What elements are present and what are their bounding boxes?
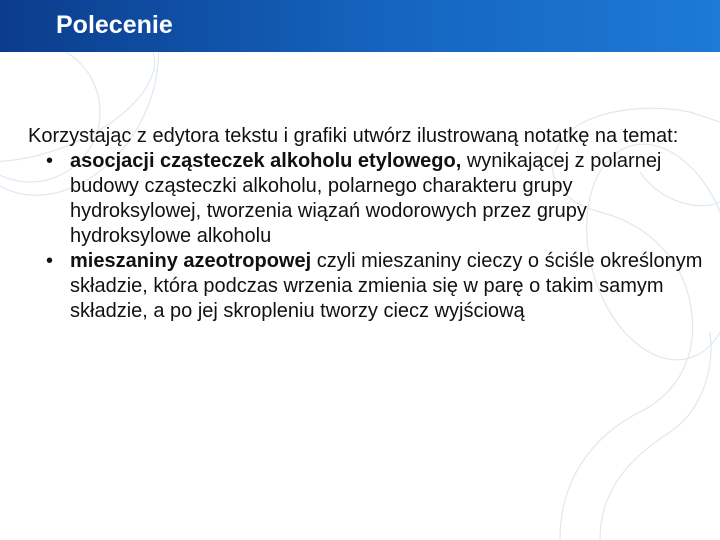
bullet-item xyxy=(28,249,708,324)
slide-title: Polecenie xyxy=(56,11,173,39)
bullet-item xyxy=(28,149,708,249)
bullet-marker: • xyxy=(46,250,54,272)
content-area xyxy=(28,124,708,324)
intro-text: Korzystając z edytora tekstu i grafiki utwórz ilustrowaną notatkę na temat: xyxy=(28,125,679,147)
bullet-term: mieszaniny azeotropowej xyxy=(70,250,312,272)
bullet-marker: • xyxy=(46,150,54,172)
bullet-term: asocjacji cząsteczek alkoholu etylowego, xyxy=(70,150,462,172)
bullet-list xyxy=(28,149,708,324)
bullet-description: czyli mieszaniny cieczy o ściśle określonym składzie, która podczas wrzenia zmienia się w parę o takim samym składzie, a po jej skropleniu tworzy ciecz wyjściową xyxy=(70,250,703,322)
bullet-description: wynikającej z polarnej budowy cząsteczki alkoholu, polarnego charakteru grupy hydroksylowej, tworzenia wiązań wodorowych przez grupy hydroksylowe alkoholu xyxy=(70,150,662,247)
